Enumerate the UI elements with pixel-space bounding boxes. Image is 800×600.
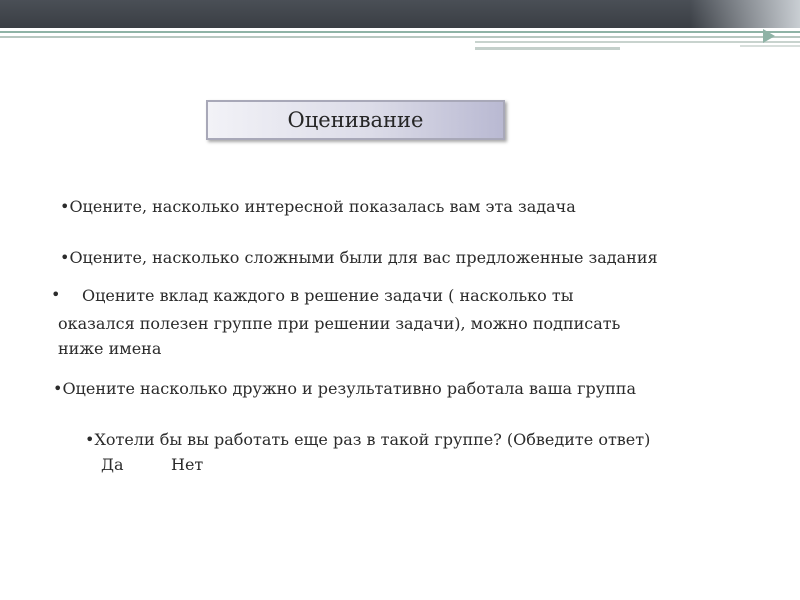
list-item-continued: оказался полезен группе при решении задачи), можно подписать: [58, 314, 621, 333]
answer-no: Нет: [171, 455, 204, 474]
list-item: •Оцените, насколько сложными были для вас предложенные задания: [60, 248, 658, 267]
answer-yes: Да: [101, 455, 124, 474]
list-item-continued: ниже имена: [58, 339, 162, 358]
list-item: Оцените вклад каждого в решение задачи ( насколько ты: [82, 286, 574, 305]
play-icon: [763, 29, 775, 43]
decor-stripe: [0, 31, 800, 33]
list-bullet: •: [51, 285, 61, 304]
list-item: •Оцените, насколько интересной показалась вам эта задача: [60, 197, 576, 216]
decor-stripe: [475, 41, 800, 43]
top-bar: [0, 0, 800, 28]
decor-stripe: [740, 45, 800, 47]
list-item: •Хотели бы вы работать еще раз в такой группе? (Обведите ответ): [85, 430, 651, 449]
slide-title: Оценивание: [206, 100, 505, 140]
list-item: •Оцените насколько дружно и результативно работала ваша группа: [53, 379, 636, 398]
decor-stripe: [475, 47, 620, 50]
top-bar-highlight: [690, 0, 800, 28]
decor-stripe: [0, 36, 800, 38]
